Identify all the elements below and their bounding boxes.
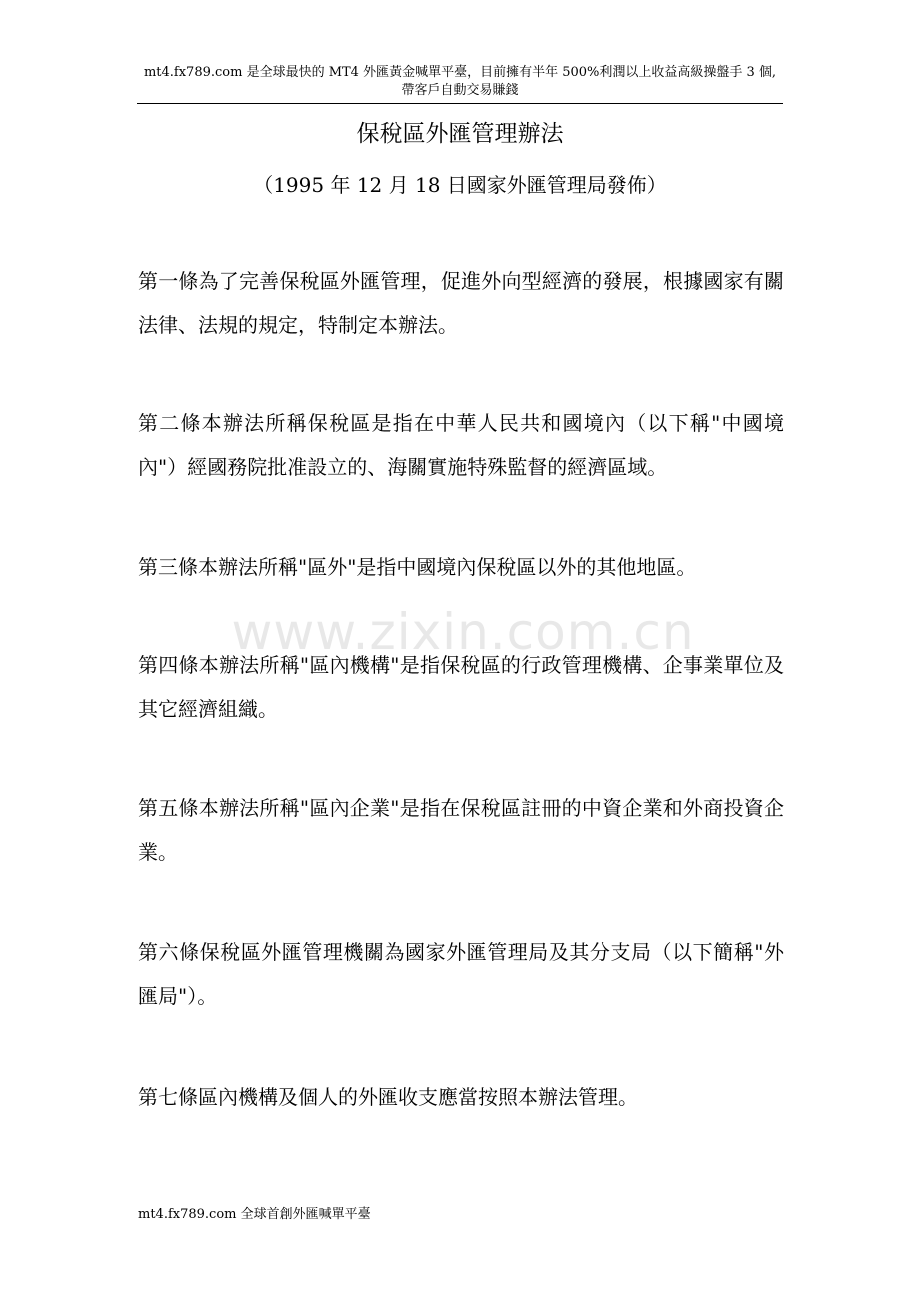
page-footer: mt4.fx789.com 全球首創外匯喊單平臺 — [138, 1207, 371, 1222]
header-divider — [137, 103, 783, 104]
document-subtitle: （1995 年 12 月 18 日國家外匯管理局發佈） — [253, 173, 667, 197]
article-7: 第七條區內機構及個人的外匯收支應當按照本辦法管理。 — [138, 1085, 638, 1109]
page-header — [137, 64, 783, 100]
header-line-2: 帶客戶自動交易賺錢 — [401, 83, 519, 98]
article-1: 第一條為了完善保稅區外匯管理，促進外向型經濟的發展，根據國家有關法律、法規的規定，特制定本辦法。 — [138, 269, 784, 337]
article-5: 第五條本辦法所稱"區內企業"是指在保稅區註冊的中資企業和外商投資企業。 — [138, 796, 784, 864]
article-2: 第二條本辦法所稱保稅區是指在中華人民共和國境內（以下稱"中國境內"）經國務院批准設立的、海關實施特殊監督的經濟區域。 — [138, 411, 784, 479]
article-4: 第四條本辦法所稱"區內機構"是指保稅區的行政管理機構、企事業單位及其它經濟組織。 — [138, 653, 784, 721]
watermark-text: www.zixin.com.cn — [231, 603, 695, 661]
article-6: 第六條保稅區外匯管理機關為國家外匯管理局及其分支局（以下簡稱"外匯局"）。 — [138, 940, 784, 1008]
header-line-1: mt4.fx789.com 是全球最快的 MT4 外匯黃金喊單平臺，目前擁有半年 500%利潤以上收益高級操盤手 3 個, — [143, 65, 777, 80]
document-title: 保稅區外匯管理辦法 — [356, 121, 564, 147]
article-3: 第三條本辦法所稱"區外"是指中國境內保稅區以外的其他地區。 — [138, 555, 697, 579]
